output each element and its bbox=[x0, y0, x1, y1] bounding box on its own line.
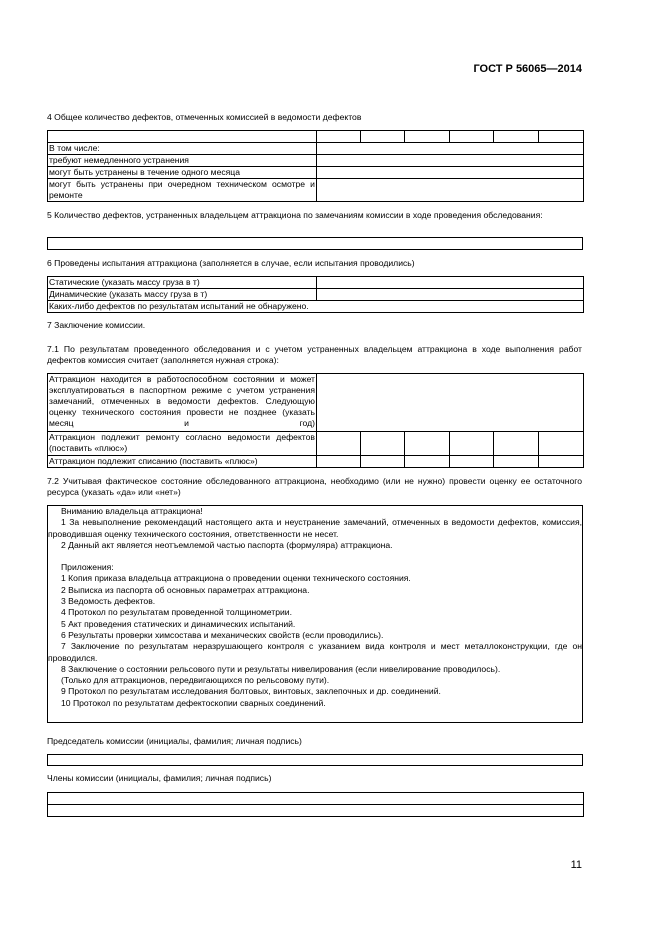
section-6-title: 6 Проведены испытания аттракциона (заполняется в случае, если испытания проводились) bbox=[47, 258, 415, 268]
appendix-item: 5 Акт проведения статических и динамических испытаний. bbox=[61, 618, 296, 629]
conclusion-writeoff-cell[interactable] bbox=[494, 456, 539, 468]
conclusion-repair-cell[interactable] bbox=[361, 432, 405, 456]
breakdown-value[interactable] bbox=[317, 179, 584, 202]
notice-heading: Вниманию владельца аттракциона! bbox=[61, 506, 203, 516]
page-number: 11 bbox=[570, 859, 582, 871]
document-header: ГОСТ Р 56065—2014 bbox=[473, 63, 582, 75]
appendix-item: 8 Заключение о состоянии рельсового пути и результаты нивелирования (если нивелирование проводилось). bbox=[61, 663, 501, 674]
breakdown-label: могут быть устранены при очередном техническом осмотре и ремонте bbox=[49, 179, 315, 200]
owner-notice-box bbox=[47, 505, 583, 723]
conclusion-repair-cell[interactable] bbox=[317, 432, 361, 456]
breakdown-label: могут быть устранены в течение одного месяца bbox=[48, 167, 317, 179]
section-7-1-text: 7.1 По результатам проведенного обследования и с учетом устраненных владельцем аттракциона в ходе выполнения работ дефектов комиссия считает (заполняется нужная строка): bbox=[47, 344, 582, 365]
chairman-label: Председатель комиссии (инициалы, фамилия; личная подпись) bbox=[47, 736, 302, 746]
appendix-item: (Только для аттракционов, передвигающихся по рельсовому пути). bbox=[61, 675, 330, 686]
appendix-item: 2 Выписка из паспорта об основных параметрах аттракциона. bbox=[61, 584, 310, 595]
section-7-title: 7 Заключение комиссии. bbox=[47, 320, 146, 330]
appendix-item: 4 Протокол по результатам проведенной толщинометрии. bbox=[61, 607, 292, 618]
conclusion-operable-label: Аттракцион находится в работоспособном состоянии и может эксплуатироваться в паспортном режиме с учетом устранения замечаний, отмеченных в ведомости дефектов. Следующую оценку технического состояния провести не позднее (указать месяц и год) bbox=[48, 374, 317, 432]
dynamic-test-label: Динамические (указать массу груза в т) bbox=[48, 289, 317, 301]
appendix-item: 6 Результаты проверки химсостава и механических свойств (если проводились). bbox=[61, 629, 384, 640]
breakdown-value[interactable] bbox=[317, 155, 584, 167]
count-cell-empty[interactable] bbox=[48, 131, 317, 143]
conclusion-repair-cell[interactable] bbox=[494, 432, 539, 456]
member-signature-field[interactable] bbox=[48, 793, 584, 805]
conclusion-writeoff-label: Аттракцион подлежит списанию (поставить «плюс») bbox=[48, 456, 317, 468]
conclusion-writeoff-cell[interactable] bbox=[539, 456, 584, 468]
conclusion-repair-cell[interactable] bbox=[539, 432, 584, 456]
conclusion-repair-label: Аттракцион подлежит ремонту согласно ведомости дефектов (поставить «плюс») bbox=[48, 432, 317, 456]
appendix-title: Приложения: bbox=[61, 562, 114, 573]
appendix-item: 10 Протокол по результатам дефектоскопии сварных соединений. bbox=[61, 697, 326, 708]
no-defects-note: Каких-либо дефектов по результатам испытаний не обнаружено. bbox=[48, 301, 584, 313]
breakdown-label: В том числе: bbox=[48, 143, 317, 155]
count-cell[interactable] bbox=[317, 131, 361, 143]
section-5-title: 5 Количество дефектов, устраненных владельцем аттракциона по замечаниям комиссии в ходе проведения обследования: bbox=[47, 210, 543, 220]
chairman-signature-field[interactable] bbox=[47, 754, 583, 766]
conclusion-writeoff-cell[interactable] bbox=[450, 456, 494, 468]
conclusion-writeoff-cell[interactable] bbox=[317, 456, 361, 468]
appendix-item: 9 Протокол по результатам исследования болтовых, винтовых, заклепочных и др. соединений. bbox=[61, 686, 441, 697]
breakdown-value[interactable] bbox=[317, 143, 584, 155]
notice-item: 1 За невыполнение рекомендаций настоящего акта и неустранение замечаний, отмеченных в ведомости дефектов, комиссия, проводившая оценку технического состояния, ответственности не несет. bbox=[48, 517, 582, 539]
dynamic-test-value[interactable] bbox=[317, 289, 584, 301]
appendix-item: 1 Копия приказа владельца аттракциона о проведении оценки технического состояния. bbox=[61, 573, 411, 584]
tests-table bbox=[47, 276, 584, 313]
member-signature-field[interactable] bbox=[48, 805, 584, 817]
defects-breakdown-table bbox=[47, 142, 584, 202]
members-signature-table bbox=[47, 792, 584, 817]
conclusion-repair-cell[interactable] bbox=[450, 432, 494, 456]
members-label: Члены комиссии (инициалы, фамилия; личная подпись) bbox=[47, 773, 272, 783]
count-cell[interactable] bbox=[494, 131, 539, 143]
appendix-item: 7 Заключение по результатам неразрушающего контроля с указанием вида контроля и мест металлоконструкции, где он проводился. bbox=[48, 641, 582, 663]
conclusion-table bbox=[47, 373, 584, 468]
appendix-item: 3 Ведомость дефектов. bbox=[61, 596, 156, 607]
conclusion-writeoff-cell[interactable] bbox=[405, 456, 450, 468]
conclusion-repair-cell[interactable] bbox=[405, 432, 450, 456]
count-cell[interactable] bbox=[450, 131, 494, 143]
notice-item: 2 Данный акт является неотъемлемой частью паспорта (формуляра) аттракциона. bbox=[61, 539, 393, 550]
count-cell[interactable] bbox=[361, 131, 405, 143]
conclusion-writeoff-cell[interactable] bbox=[361, 456, 405, 468]
static-test-label: Статические (указать массу груза в т) bbox=[48, 277, 317, 289]
breakdown-label: требуют немедленного устранения bbox=[48, 155, 317, 167]
notice-spacer bbox=[48, 551, 582, 562]
breakdown-value[interactable] bbox=[317, 167, 584, 179]
section-5-field[interactable] bbox=[47, 237, 583, 250]
section-7-2-text: 7.2 Учитывая фактическое состояние обследованного аттракциона, необходимо (или не нужно) провести оценку ее остаточного ресурса (указать «да» или «нет») bbox=[47, 476, 582, 497]
conclusion-operable-value[interactable] bbox=[317, 374, 584, 432]
count-cell[interactable] bbox=[405, 131, 450, 143]
section-4-title: 4 Общее количество дефектов, отмеченных комиссией в ведомости дефектов bbox=[47, 112, 362, 122]
count-cell[interactable] bbox=[539, 131, 584, 143]
static-test-value[interactable] bbox=[317, 277, 584, 289]
